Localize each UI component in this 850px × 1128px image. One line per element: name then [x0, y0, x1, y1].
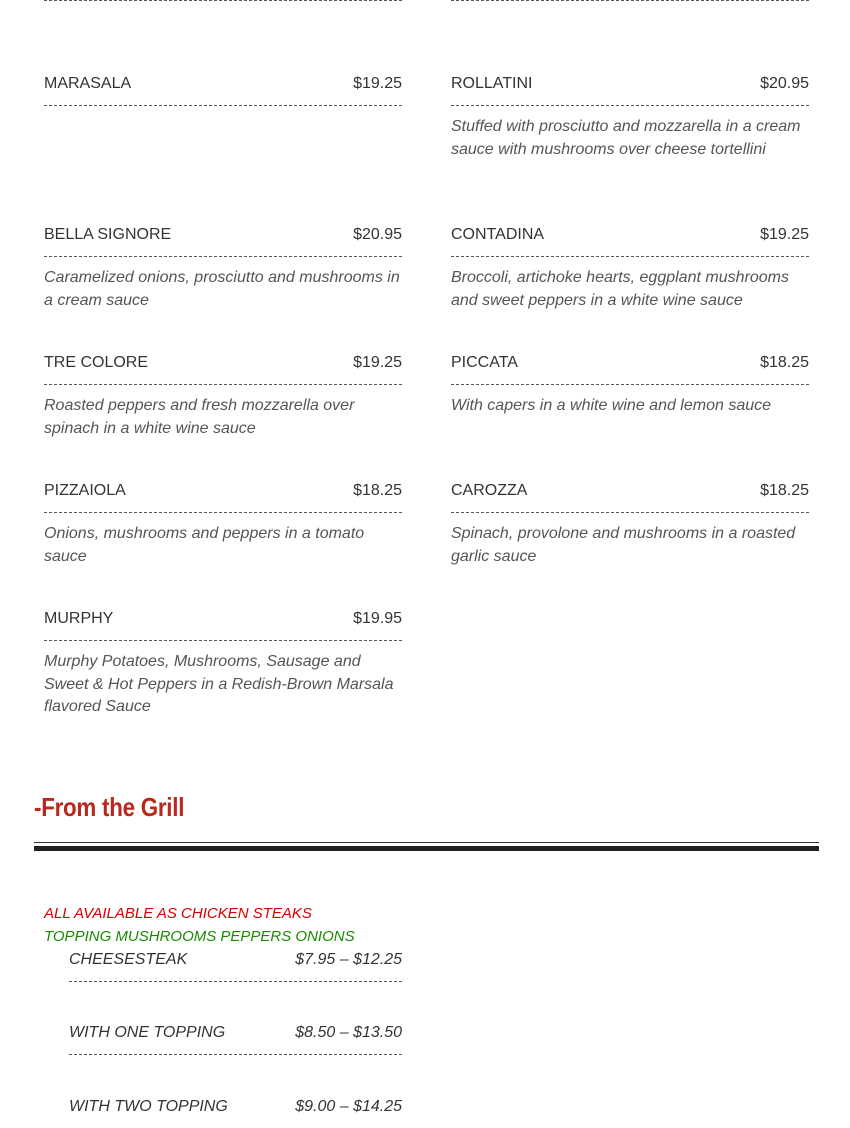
- menu-item: [44, 480, 402, 568]
- menu-item-header: [44, 480, 402, 513]
- grill-item-header: [69, 949, 402, 982]
- menu-item-price: $19.95: [353, 610, 402, 627]
- menu-item-description: Stuffed with prosciutto and mozzarella in a cream sauce with mushrooms over cheese tortellini: [451, 118, 801, 158]
- menu-item-header: [44, 352, 402, 385]
- menu-item-description: Murphy Potatoes, Mushrooms, Sausage and Sweet & Hot Peppers in a Redish-Brown Marsala flavored Sauce: [44, 653, 394, 715]
- menu-item-price: $20.95: [760, 75, 809, 92]
- menu-item: [44, 73, 402, 106]
- menu-item-name: MURPHY: [44, 610, 114, 627]
- menu-item-description: Onions, mushrooms and peppers in a tomato sauce: [44, 525, 365, 565]
- section-divider-thick: [34, 846, 819, 851]
- menu-item-header: [44, 224, 402, 257]
- menu-item-name: CAROZZA: [451, 482, 528, 499]
- grill-item-name: WITH TWO TOPPING: [69, 1098, 228, 1115]
- menu-item-name: PIZZAIOLA: [44, 482, 126, 499]
- section-divider: [34, 842, 819, 843]
- menu-item-header: [451, 480, 809, 513]
- menu-item-price: $19.25: [760, 226, 809, 243]
- menu-item-header: [451, 352, 809, 385]
- menu-item-price: $19.25: [353, 354, 402, 371]
- top-divider-left: [44, 0, 402, 1]
- menu-item-description: Spinach, provolone and mushrooms in a roasted garlic sauce: [451, 525, 796, 565]
- menu-item-price: $18.25: [760, 354, 809, 371]
- section-title-grill: -From the Grill: [34, 792, 185, 822]
- menu-item: [44, 224, 402, 312]
- menu-item: [451, 480, 809, 568]
- grill-item: [69, 949, 402, 982]
- grill-item-name: CHEESESTEAK: [69, 951, 188, 968]
- grill-item: [69, 1022, 402, 1055]
- menu-item-name: MARASALA: [44, 75, 132, 92]
- grill-item-price: $8.50 – $13.50: [295, 1024, 402, 1041]
- grill-item: [69, 1096, 402, 1128]
- menu-item-header: [44, 73, 402, 106]
- menu-item-price: $18.25: [353, 482, 402, 499]
- menu-item: [44, 608, 402, 719]
- grill-note-toppings: TOPPING MUSHROOMS PEPPERS ONIONS: [44, 928, 355, 945]
- grill-item-header: [69, 1096, 402, 1128]
- menu-item-price: $19.25: [353, 75, 402, 92]
- menu-item-name: TRE COLORE: [44, 354, 149, 371]
- menu-item-description: Caramelized onions, prosciutto and mushrooms in a cream sauce: [44, 269, 400, 309]
- top-divider-right: [451, 0, 809, 1]
- grill-item-price: $7.95 – $12.25: [295, 951, 402, 968]
- menu-item: [451, 224, 809, 312]
- menu-item: [451, 73, 809, 161]
- menu-item-header: [451, 73, 809, 106]
- menu-item-description: With capers in a white wine and lemon sauce: [451, 397, 772, 414]
- menu-item-name: ROLLATINI: [451, 75, 533, 92]
- grill-note-chicken: ALL AVAILABLE AS CHICKEN STEAKS: [44, 905, 312, 922]
- menu-item: [451, 352, 809, 418]
- menu-item-description: Roasted peppers and fresh mozzarella over spinach in a white wine sauce: [44, 397, 355, 437]
- menu-item: [44, 352, 402, 440]
- menu-item-price: $18.25: [760, 482, 809, 499]
- grill-item-header: [69, 1022, 402, 1055]
- menu-item-name: PICCATA: [451, 354, 518, 371]
- grill-item-price: $9.00 – $14.25: [295, 1098, 402, 1115]
- menu-item-price: $20.95: [353, 226, 402, 243]
- menu-item-header: [451, 224, 809, 257]
- grill-item-name: WITH ONE TOPPING: [69, 1024, 226, 1041]
- menu-item-name: BELLA SIGNORE: [44, 226, 172, 243]
- menu-item-description: Broccoli, artichoke hearts, eggplant mushrooms and sweet peppers in a white wine sauce: [451, 269, 789, 309]
- menu-item-header: [44, 608, 402, 641]
- menu-item-name: CONTADINA: [451, 226, 545, 243]
